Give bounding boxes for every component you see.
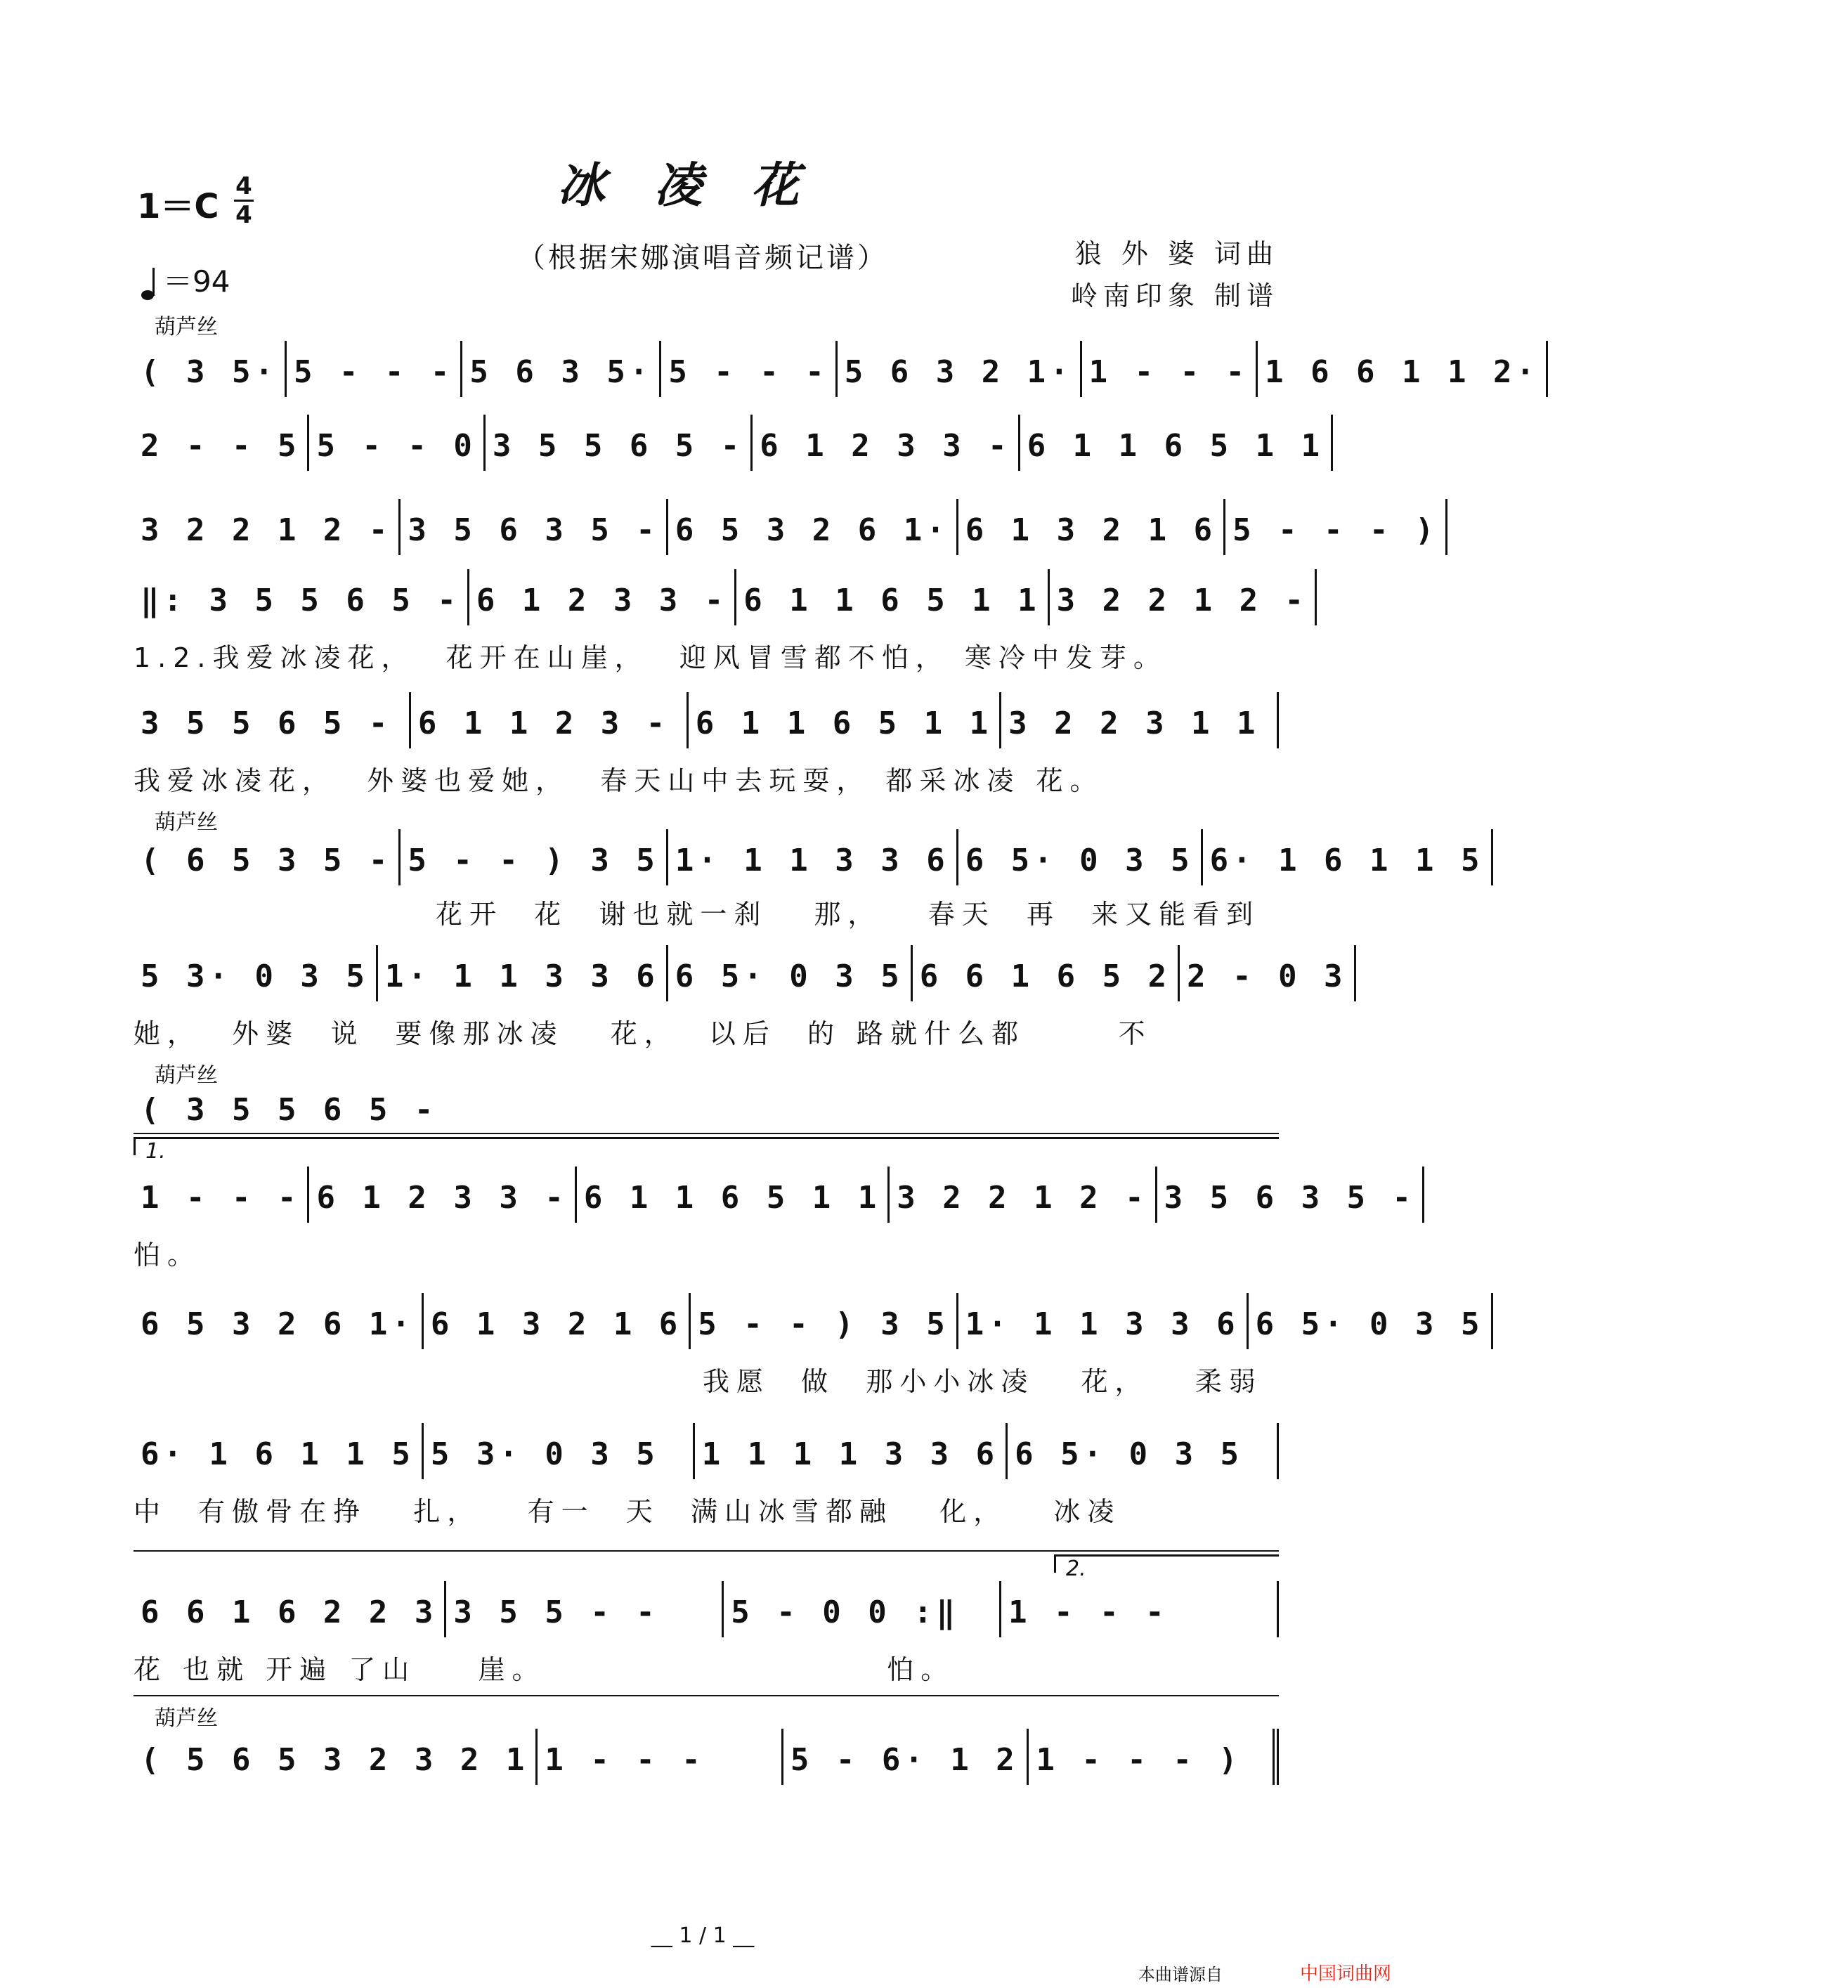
bar: 5 - - ) 3 5 [401,829,668,885]
bar: 6 1 2 3 3 - [469,569,736,625]
bar: 5 - - - [287,341,462,397]
staff [134,1581,1279,1637]
bar: 5 - 0 0 :‖ [724,1581,1001,1637]
bar: 6 6 1 6 2 2 3 [134,1581,446,1637]
bar: ( 6 5 3 5 - [134,829,401,885]
bar: 3 5 5 6 5 - [134,692,411,748]
bar: 3 5 6 3 5 - [1157,1167,1424,1223]
staff [134,569,1308,625]
final-bar: 1 - - - ) [1029,1729,1279,1785]
bar: 6 1 1 2 3 - [411,692,689,748]
bar: 5 - - - [661,341,837,397]
bar: 3 5 6 3 5 - [401,499,668,555]
meter-bottom: 4 [235,201,252,229]
bar: ( 5 6 5 3 2 3 2 1 [134,1729,538,1785]
bar: 6 1 1 6 5 1 1 [1020,415,1333,471]
bar: 6· 1 6 1 1 5 [1203,829,1493,885]
bar: 6 5 3 2 6 1· [668,499,958,555]
bar: 6 5 3 2 6 1· [134,1293,424,1349]
staff [134,829,1484,885]
bar: 6 5· 0 3 5 [1249,1293,1493,1349]
bar: 6 5· 0 3 5 [668,945,913,1001]
bar: ( 3 5· [134,341,287,397]
staff [134,1079,438,1135]
volta-first: 1. [134,1137,1279,1155]
staff [134,341,1539,397]
bar: 6· 1 6 1 1 5 [134,1423,424,1479]
tempo-value: ＝94 [163,264,230,299]
bar: 5 6 3 2 1· [838,341,1082,397]
tempo-marking [141,259,230,301]
bar: 5 3· 0 3 5 [424,1423,695,1479]
lyric-line: 中 有傲骨在挣 扎， 有一 天 满山冰雪都融 化， 冰凌 [134,1496,1121,1527]
page-number: __ 1 / 1 __ [651,1923,755,1948]
bar: 6 5· 0 3 5 [958,829,1203,885]
bar: 3 5 5 6 5 - [486,415,753,471]
song-subtitle: （根据宋娜演唱音频记谱） [517,242,888,274]
bar: 1· 1 1 3 3 6 [958,1293,1249,1349]
bar: 6 6 1 6 5 2 [913,945,1180,1001]
bar: 1 - - - [1001,1581,1279,1637]
bar: 5 - 6· 1 2 [783,1729,1029,1785]
bar: 2 - 0 3 [1180,945,1355,1001]
bar: 5 3· 0 3 5 [134,945,378,1001]
bar: 1· 1 1 3 3 6 [378,945,668,1001]
bar: 3 2 2 1 2 - [134,499,401,555]
source-note: 本曲谱源自 [1138,1965,1223,1984]
instrument-label: 葫芦丝 [155,315,218,339]
lyric-line: 我愿 做 那小小冰凌 花， 柔弱 [703,1366,1263,1397]
composer-credit: 狼 外 婆 词曲 [1074,238,1279,269]
bar: 1 1 1 1 3 3 6 [695,1423,1008,1479]
staff [134,415,1325,471]
bar: 5 - - ) 3 5 [691,1293,958,1349]
instrument-label: 葫芦丝 [155,1063,218,1088]
lyric-line: 她， 外婆 说 要像那冰凌 花， 以后 的 路就什么都 不 [134,1018,1152,1049]
staff [134,1293,1484,1349]
quarter-note-icon [141,266,159,301]
bar: 6 5· 0 3 5 [1008,1423,1279,1479]
instrument-label: 葫芦丝 [155,810,218,835]
bar: 6 1 1 6 5 1 1 [736,569,1049,625]
bar: 1 - - - [1082,341,1258,397]
bar: 2 - - 5 [134,415,309,471]
bar: 6 1 3 2 1 6 [424,1293,691,1349]
bar: 1· 1 1 3 3 6 [668,829,958,885]
bar: ( 3 5 5 6 5 - [141,1092,438,1128]
bar: 5 6 3 5· [462,341,661,397]
volta-second: 2. [1054,1554,1279,1573]
lyric-line: 花开 花 谢也就一刹 那， 春天 再 来又能看到 [436,899,1261,930]
staff [134,499,1438,555]
instrument-label: 葫芦丝 [155,1706,218,1731]
lyric-line: 怕。 [134,1240,202,1271]
staff [134,692,1279,748]
site-name[interactable]: 中国词曲网 [1299,1963,1391,1984]
transcriber-credit: 岭南印象 制谱 [1070,280,1279,311]
meter-top: 4 [235,172,252,200]
bar: 3 5 5 - - [446,1581,724,1637]
staff [134,1729,1279,1785]
section-rule [134,1550,1279,1552]
lyric-line: 花 也就 开遍 了山 崖。 怕。 [134,1654,955,1685]
bar: 3 2 2 1 2 - [1050,569,1317,625]
section-rule [134,1695,1279,1696]
bar: 1 - - - [134,1167,309,1223]
staff [134,1167,1416,1223]
lyric-line: 1.2.我爱冰凌花， 花开在山崖， 迎风冒雪都不怕， 寒冷中发芽。 [134,642,1167,673]
lyric-line: 我爱冰凌花， 外婆也爱她， 春天山中去玩耍， 都采冰凌 花。 [134,765,1104,796]
bar: 6 1 2 3 3 - [309,1167,576,1223]
bar: 1 - - - [538,1729,783,1785]
section-rule [134,1133,1279,1134]
bar: 6 1 1 6 5 1 1 [689,692,1001,748]
bar: ‖: 3 5 5 6 5 - [134,569,469,625]
bar: 6 1 3 2 1 6 [958,499,1225,555]
staff [134,945,1347,1001]
bar: 1 6 6 1 1 2· [1258,341,1548,397]
song-title: 冰凌花 [557,157,848,214]
bar: 3 2 2 1 2 - [890,1167,1157,1223]
bar: 5 - - 0 [309,415,485,471]
bar: 3 2 2 3 1 1 [1001,692,1279,748]
time-signature [234,174,254,227]
bar: 5 - - - ) [1225,499,1447,555]
bar: 6 1 1 6 5 1 1 [577,1167,890,1223]
bar: 6 1 2 3 3 - [753,415,1020,471]
key-signature: 1＝C [137,187,219,226]
staff [134,1423,1279,1479]
